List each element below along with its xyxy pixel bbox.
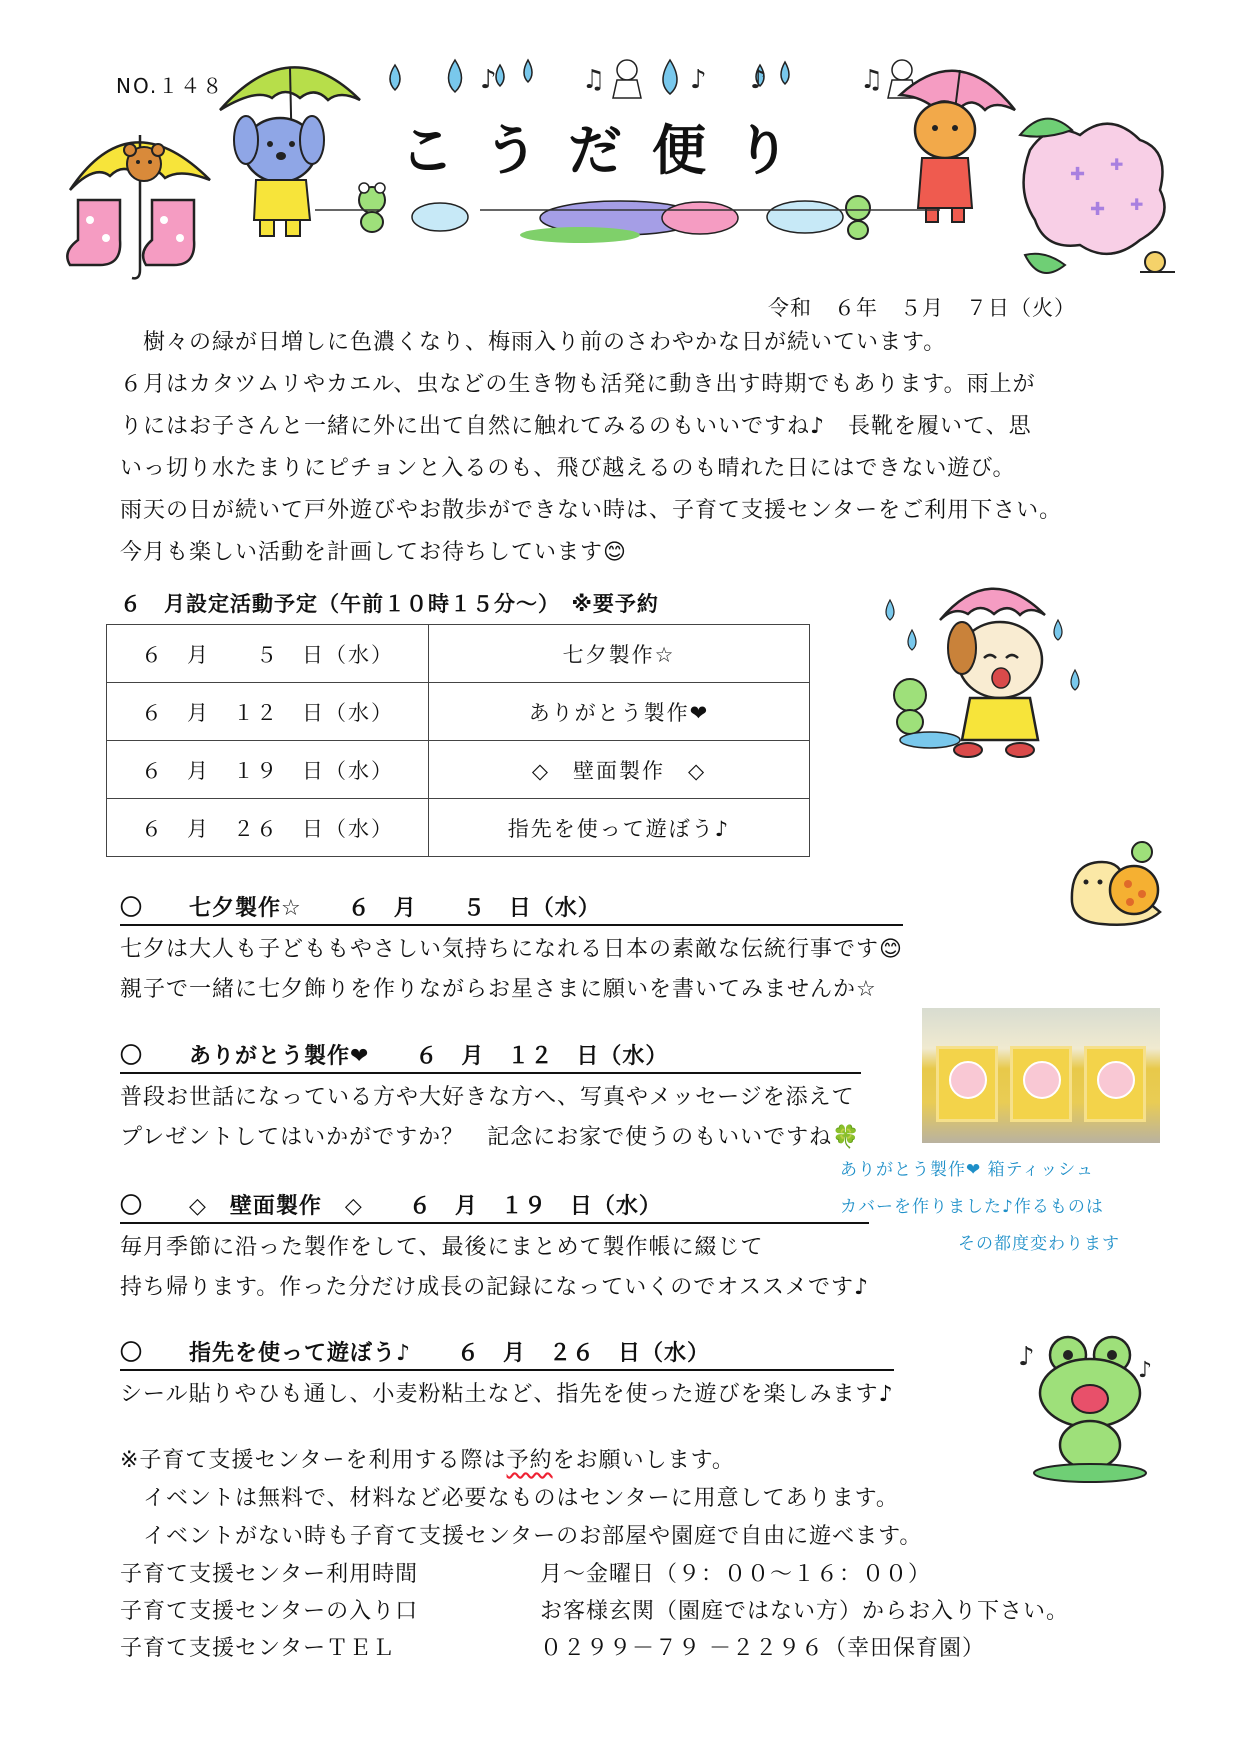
svg-text:✚: ✚ [1070, 164, 1086, 185]
table-row [107, 625, 810, 683]
schedule-activity: 指先を使って遊ぼう♪ [429, 799, 810, 857]
schedule-activity: ◇ 壁面製作 ◇ [429, 741, 810, 799]
music-note-icon: ♪ [1138, 1358, 1153, 1383]
info-value: お客様玄関（園庭ではない方）からお入り下さい。 [540, 1599, 1070, 1624]
section-heading: 〇 ありがとう製作❤ ６ 月 １２ 日（水） [120, 1039, 861, 1074]
schedule-activity: ありがとう製作❤ [429, 683, 810, 741]
brown-dog-icon [915, 102, 975, 222]
photo-frame [936, 1046, 998, 1122]
table-row [107, 683, 810, 741]
note-line [120, 1442, 922, 1480]
intro-line: りにはお子さんと一緒に外に出て自然に触れてみるのもいいですね♪ 長靴を履いて、思 [120, 414, 1032, 439]
intro-line: ６月はカタツムリやカエル、虫などの生き物も活発に動き出す時期でもあります。雨上が [120, 372, 1036, 397]
photo-portrait [1097, 1061, 1135, 1099]
schedule-table [106, 624, 810, 857]
info-label: 子育て支援センターＴＥＬ [120, 1636, 396, 1661]
issue-number: NO.１４８ [116, 74, 225, 98]
note-line: イベントは無料で、材料など必要なものはセンターに用意してあります。 [120, 1486, 899, 1511]
svg-text:♫: ♫ [860, 65, 884, 95]
schedule-date: ６ 月 １２ 日（水） [107, 683, 429, 741]
svg-text:✚: ✚ [1130, 195, 1144, 214]
intro-line: 雨天の日が続いて戸外遊びやお散歩ができない時は、子育て支援センターをご利用下さい。 [120, 498, 1063, 523]
photo-frame [1084, 1046, 1146, 1122]
schedule-date: ６ 月 ２６ 日（水） [107, 799, 429, 857]
section-heading: 〇 ◇ 壁面製作 ◇ ６ 月 １９ 日（水） [120, 1189, 869, 1224]
schedule-activity: 七夕製作☆ [429, 625, 810, 683]
photo-portrait [1023, 1061, 1061, 1099]
section-heading: 〇 指先を使って遊ぼう♪ ６ 月 ２６ 日（水） [120, 1336, 894, 1371]
intro-line: 今月も楽しい活動を計画してお待ちしています😊 [120, 540, 627, 565]
section-wall-craft [120, 1189, 869, 1308]
newsletter-title: こうだ便り [400, 119, 820, 182]
svg-text:♪: ♪ [690, 65, 707, 95]
info-row [120, 1593, 1069, 1630]
puddle-icon [900, 732, 960, 748]
info-row [120, 1630, 1069, 1667]
frog-icon [359, 183, 385, 232]
intro-line: いっ切り水たまりにピチョンと入るのも、飛び越えるのも晴れた日にはできない遊び。 [120, 456, 1016, 481]
svg-text:♪: ♪ [750, 65, 767, 95]
issue-date: 令和 ６年 ５月 ７日（火） [768, 296, 1076, 320]
reservation-emphasis: 予約 [506, 1448, 553, 1473]
usage-notes [120, 1442, 922, 1556]
pink-hydrangea-icon [1020, 119, 1165, 273]
photo-caption-line: その都度変わります [958, 1234, 1120, 1254]
snail-icon [1140, 252, 1175, 272]
section-line: プレゼントしてはいかがですか？ 記念にお家で使うのもいいですね🍀 [120, 1125, 861, 1150]
dog-umbrella-illustration [870, 560, 1100, 760]
section-fingertip-play [120, 1336, 894, 1415]
frog-icon [894, 679, 926, 734]
info-label: 子育て支援センター利用時間 [120, 1562, 419, 1587]
photo-frame [1010, 1046, 1072, 1122]
table-row [107, 799, 810, 857]
section-line: 七夕は大人も子どももやさしい気持ちになれる日本の素敵な伝統行事です😊 [120, 937, 903, 962]
intro-paragraph [120, 322, 1062, 574]
section-thank-you [120, 1039, 861, 1158]
note-prefix: ※子育て支援センターを利用する際は [120, 1448, 507, 1473]
pink-umbrella-icon [940, 589, 1045, 620]
info-row [120, 1556, 1069, 1593]
hydrangea-icon [520, 201, 738, 243]
blue-dog-icon [234, 116, 324, 236]
info-value: ０２９９－７９ －２２９６（幸田保育園） [540, 1636, 985, 1661]
photo-portrait [949, 1061, 987, 1099]
svg-text:✚: ✚ [1090, 199, 1106, 220]
section-line: 親子で一緒に七夕飾りを作りながらお星さまに願いを書いてみませんか☆ [120, 977, 877, 1002]
note-line: イベントがない時も子育て支援センターのお部屋や園庭で自由に遊べます。 [120, 1524, 923, 1549]
section-line: 持ち帰ります。作った分だけ成長の記録になっていくのでオススメです♪ [120, 1275, 870, 1300]
pink-boots-icon [67, 200, 194, 265]
music-note-icon [480, 65, 883, 95]
schedule-date: ６ 月 ５ 日（水） [107, 625, 429, 683]
note-suffix: をお願いします。 [552, 1448, 735, 1473]
info-value: 月～金曜日（９：００～１６：００） [540, 1562, 932, 1587]
schedule-date: ６ 月 １９ 日（水） [107, 741, 429, 799]
music-note-icon: ♪ [1018, 1342, 1035, 1372]
section-line: シール貼りやひも通し、小麦粉粘土など、指先を使った遊びを楽しみます♪ [120, 1382, 894, 1407]
intro-line: 樹々の緑が日増しに色濃くなり、梅雨入り前のさわやかな日が続いています。 [120, 330, 947, 355]
svg-text:✚: ✚ [1110, 155, 1124, 174]
section-line: 普段お世話になっている方や大好きな方へ、写真やメッセージを添えて [120, 1085, 855, 1110]
singing-frog-illustration [1010, 1325, 1170, 1485]
svg-text:♪: ♪ [480, 65, 497, 95]
photo-caption-line: ありがとう製作❤ 箱ティッシュ [840, 1160, 1094, 1180]
section-heading: 〇 七夕製作☆ ６ 月 ５ 日（水） [120, 891, 903, 926]
svg-text:♫: ♫ [582, 65, 606, 95]
table-row [107, 741, 810, 799]
section-tanabata [120, 891, 903, 1010]
bear-icon [124, 144, 164, 181]
schedule-heading: ６ 月設定活動予定（午前１０時１５分～） ※要予約 [120, 592, 659, 616]
info-label: 子育て支援センターの入り口 [120, 1599, 419, 1624]
center-info [120, 1556, 1069, 1667]
snail-illustration [1062, 832, 1172, 932]
photo-caption-line: カバーを作りました♪作るものは [840, 1197, 1104, 1217]
small-frog-icon [846, 196, 870, 239]
craft-photo [922, 1008, 1160, 1143]
section-line: 毎月季節に沿った製作をして、最後にまとめて製作帳に綴じて [120, 1235, 764, 1260]
